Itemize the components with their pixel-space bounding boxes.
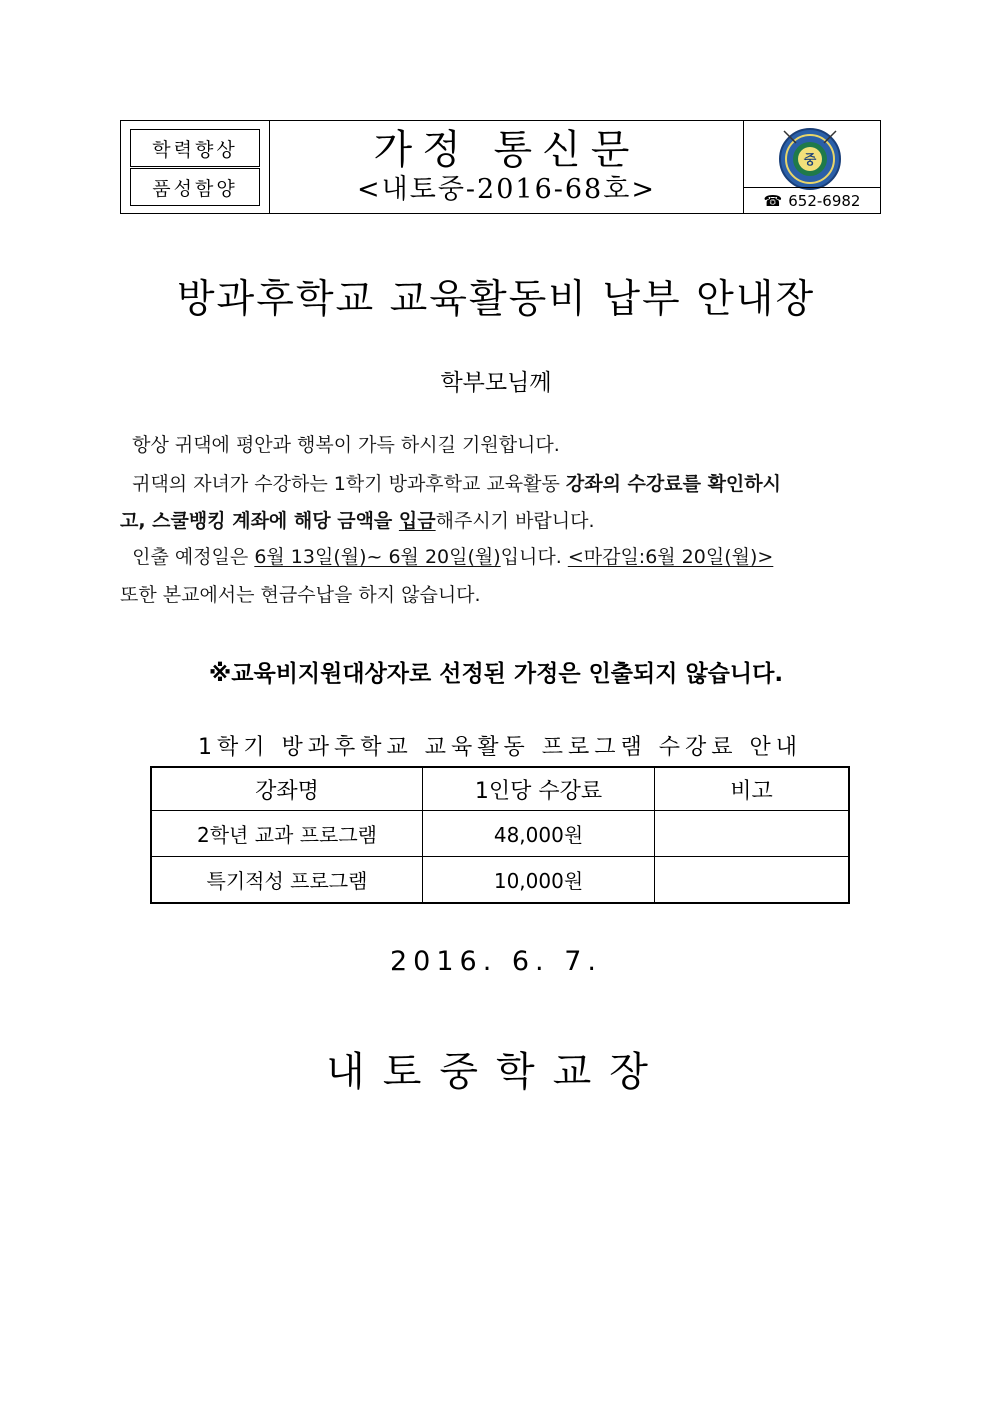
table-header-row <box>151 767 849 811</box>
header-fee: 1인당 수강료 <box>423 767 655 811</box>
header-course-name: 강좌명 <box>151 767 423 811</box>
greeting-text: 항상 귀댁에 평안과 행복이 가득 하시길 기원합니다. <box>132 434 560 456</box>
title-column <box>270 121 744 213</box>
instruction-text-b: 강좌의 수강료를 확인하시 <box>565 473 781 495</box>
table-row <box>151 857 849 904</box>
paragraph-instruction-1 <box>120 469 880 496</box>
motto-character: 품성함양 <box>130 168 260 206</box>
school-emblem-icon <box>778 127 842 191</box>
paragraph-greeting <box>120 430 880 457</box>
paragraph-withdrawal <box>120 542 880 569</box>
fee-cell: 10,000원 <box>423 857 655 904</box>
issue-date: 2016. 6. 7. <box>390 946 602 977</box>
fee-cell: 48,000원 <box>423 811 655 857</box>
fee-table <box>150 766 850 904</box>
deadline-text: <마감일:6월 20일(월)> <box>567 546 774 568</box>
motto-academic: 학력향상 <box>130 129 260 167</box>
withdrawal-text-a: 인출 예정일은 <box>132 546 255 568</box>
header-remarks: 비고 <box>655 767 850 811</box>
paragraph-no-cash: 또한 본교에서는 현금수납을 하지 않습니다. <box>120 584 481 606</box>
motto-column <box>121 121 270 213</box>
withdrawal-dates: 6월 13일(월)~ 6월 20일(월) <box>254 546 501 568</box>
instruction-text-e: 해주시기 바랍니다. <box>435 510 595 532</box>
newsletter-header <box>120 120 881 214</box>
newsletter-title: 가정 통신문 <box>373 127 640 173</box>
remarks-cell <box>655 857 850 904</box>
phone-number: 652-6982 <box>788 191 861 210</box>
course-name-cell: 2학년 교과 프로그램 <box>151 811 423 857</box>
instruction-text-d: 입금 <box>398 510 436 532</box>
paragraph-instruction-2 <box>120 506 880 533</box>
svg-text:중: 중 <box>803 153 817 168</box>
remarks-cell <box>655 811 850 857</box>
salutation: 학부모님께 <box>440 370 552 396</box>
course-name-cell: 특기적성 프로그램 <box>151 857 423 904</box>
telephone-icon: ☎ <box>763 191 783 210</box>
table-row <box>151 811 849 857</box>
support-notice: ※교육비지원대상자로 선정된 가정은 인출되지 않습니다. <box>208 661 784 687</box>
logo-column <box>744 121 880 213</box>
table-caption: 1학기 방과후학교 교육활동 프로그램 수강료 안내 <box>197 735 802 760</box>
document-title: 방과후학교 교육활동비 납부 안내장 <box>176 277 816 322</box>
instruction-text-a: 귀댁의 자녀가 수강하는 1학기 방과후학교 교육활동 <box>132 473 566 495</box>
issue-number: <내토중-2016-68호> <box>357 174 656 205</box>
withdrawal-text-c: 입니다. <box>500 546 568 568</box>
instruction-text-c: 고, 스쿨뱅킹 계좌에 해당 금액을 <box>120 510 399 532</box>
phone-box <box>744 187 880 213</box>
principal-signature: 내토중학교장 <box>326 1049 666 1095</box>
